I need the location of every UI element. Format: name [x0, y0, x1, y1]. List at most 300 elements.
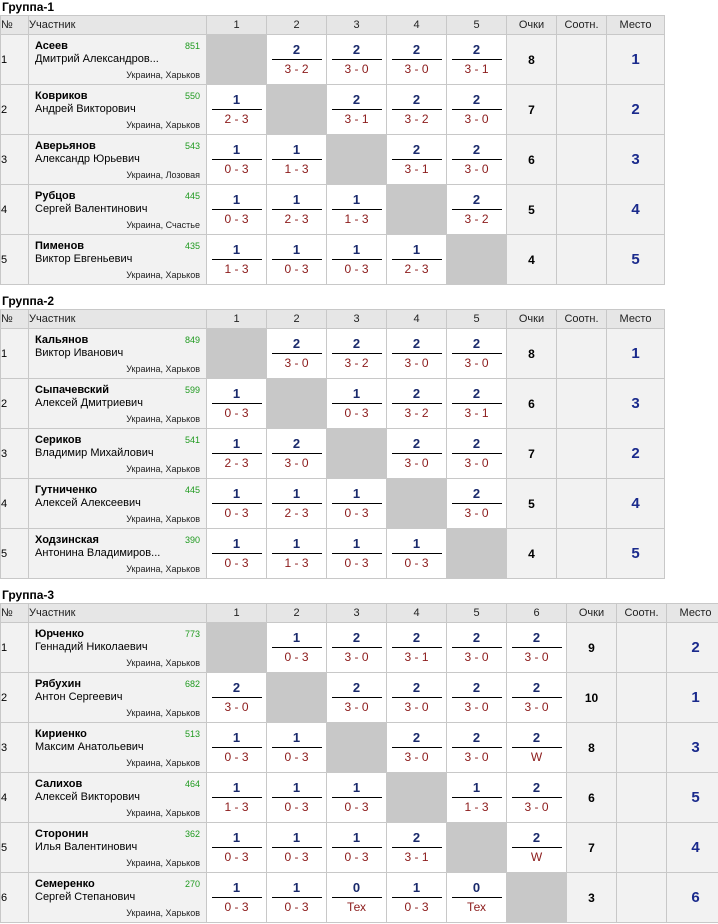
match-result-cell[interactable]: [267, 529, 327, 579]
table-row: [1, 329, 665, 379]
result-divider: [272, 59, 322, 60]
header-row: [1, 310, 665, 329]
match-result-cell[interactable]: [387, 623, 447, 673]
match-result-cell[interactable]: [207, 429, 267, 479]
total-score: 8: [507, 35, 557, 85]
player-cell[interactable]: [29, 379, 207, 429]
match-score: 3 - 0: [284, 356, 309, 370]
match-score: 3 - 2: [464, 212, 489, 226]
match-result-cell[interactable]: [207, 235, 267, 285]
player-city: Украина, Харьков: [126, 908, 200, 918]
match-result-cell[interactable]: [387, 235, 447, 285]
match-score: 3 - 0: [224, 700, 249, 714]
row-number: 4: [1, 185, 29, 235]
final-place: 6: [667, 873, 718, 923]
result-divider: [452, 647, 502, 648]
result-divider: [452, 503, 502, 504]
match-score: Тех: [346, 900, 367, 914]
match-result-cell[interactable]: [507, 773, 567, 823]
result-divider: [452, 353, 502, 354]
match-score: 0 - 3: [344, 556, 369, 570]
match-result-cell[interactable]: [327, 329, 387, 379]
header-opponent-col: 4: [387, 16, 447, 35]
match-score: 0 - 3: [404, 900, 429, 914]
player-surname[interactable]: Семеренко: [35, 878, 95, 890]
match-result-cell[interactable]: [207, 135, 267, 185]
match-result-cell[interactable]: [387, 529, 447, 579]
match-points: 1: [292, 730, 301, 745]
player-given-name: Илья Валентинович: [35, 841, 138, 853]
match-result-cell[interactable]: [207, 873, 267, 923]
match-result-cell[interactable]: [447, 773, 507, 823]
player-surname[interactable]: Аверьянов: [35, 140, 96, 152]
match-score: 0 - 3: [224, 212, 249, 226]
match-result-cell[interactable]: [327, 479, 387, 529]
match-result-cell[interactable]: [267, 823, 327, 873]
match-result-cell[interactable]: [207, 773, 267, 823]
ratio-cell: [617, 723, 667, 773]
header-opponent-col: 1: [207, 16, 267, 35]
group-table: [0, 603, 718, 923]
result-divider: [272, 209, 322, 210]
header-place: Место: [667, 604, 718, 623]
match-score: 3 - 0: [524, 700, 549, 714]
player-given-name: Антон Сергеевич: [35, 691, 123, 703]
match-result-cell[interactable]: [387, 379, 447, 429]
player-surname[interactable]: Асеев: [35, 40, 68, 52]
match-result-cell[interactable]: [267, 235, 327, 285]
match-points: 2: [412, 630, 421, 645]
player-city: Украина, Харьков: [126, 414, 200, 424]
final-place: 1: [667, 673, 718, 723]
player-cell[interactable]: [29, 479, 207, 529]
player-surname[interactable]: Кальянов: [35, 334, 89, 346]
result-divider: [332, 697, 382, 698]
header-num: №: [1, 604, 29, 623]
match-result-cell[interactable]: [447, 623, 507, 673]
table-row: [1, 673, 718, 723]
row-number: 1: [1, 329, 29, 379]
header-opponent-col: 5: [447, 604, 507, 623]
header-opponent-col: 5: [447, 310, 507, 329]
match-score: 3 - 0: [404, 456, 429, 470]
result-divider: [212, 159, 262, 160]
player-city: Украина, Харьков: [126, 758, 200, 768]
player-surname[interactable]: Сторонин: [35, 828, 89, 840]
match-result-cell[interactable]: [447, 873, 507, 923]
match-result-cell[interactable]: [207, 673, 267, 723]
player-cell[interactable]: [29, 529, 207, 579]
player-cell[interactable]: [29, 235, 207, 285]
header-score: Очки: [507, 310, 557, 329]
match-points: 2: [232, 680, 241, 695]
match-result-cell[interactable]: [447, 673, 507, 723]
table-row: [1, 135, 665, 185]
match-points: 2: [412, 730, 421, 745]
match-result-cell[interactable]: [327, 35, 387, 85]
total-score: 8: [507, 329, 557, 379]
match-result-cell[interactable]: [207, 185, 267, 235]
match-points: 2: [472, 486, 481, 501]
match-score: 0 - 3: [284, 800, 309, 814]
result-divider: [272, 259, 322, 260]
self-match-cell: [387, 479, 447, 529]
match-score: 3 - 0: [404, 750, 429, 764]
match-score: 3 - 0: [464, 650, 489, 664]
final-place: 5: [667, 773, 718, 823]
final-place: 1: [607, 35, 665, 85]
result-divider: [332, 209, 382, 210]
total-score: 7: [507, 429, 557, 479]
match-result-cell[interactable]: [267, 623, 327, 673]
match-points: 2: [532, 680, 541, 695]
result-divider: [512, 697, 562, 698]
player-surname[interactable]: Салихов: [35, 778, 83, 790]
player-cell[interactable]: [29, 723, 207, 773]
player-cell[interactable]: [29, 35, 207, 85]
match-result-cell[interactable]: [447, 723, 507, 773]
match-points: 0: [352, 880, 361, 895]
match-points: 2: [352, 680, 361, 695]
player-rating: 851: [184, 41, 200, 51]
table-row: [1, 873, 718, 923]
result-divider: [512, 847, 562, 848]
result-divider: [272, 847, 322, 848]
result-divider: [272, 353, 322, 354]
self-match-cell: [267, 379, 327, 429]
player-given-name: Сергей Степанович: [35, 891, 136, 903]
player-given-name: Сергей Валентинович: [35, 203, 148, 215]
match-result-cell[interactable]: [327, 623, 387, 673]
match-result-cell[interactable]: [387, 85, 447, 135]
self-match-cell: [267, 673, 327, 723]
match-result-cell[interactable]: [327, 673, 387, 723]
match-score: 0 - 3: [224, 850, 249, 864]
header-opponent-col: 3: [327, 16, 387, 35]
match-result-cell[interactable]: [267, 185, 327, 235]
match-result-cell[interactable]: [387, 135, 447, 185]
match-points: 2: [352, 336, 361, 351]
result-divider: [392, 553, 442, 554]
row-number: 4: [1, 773, 29, 823]
row-number: 1: [1, 35, 29, 85]
header-opponent-col: 2: [267, 604, 327, 623]
group-title: Группа-3: [2, 588, 55, 602]
match-points: 1: [352, 536, 361, 551]
player-city: Украина, Харьков: [126, 120, 200, 130]
player-given-name: Максим Анатольевич: [35, 741, 144, 753]
player-rating: 682: [184, 679, 200, 689]
match-score: 3 - 0: [404, 700, 429, 714]
table-row: [1, 529, 665, 579]
header-place: Место: [607, 310, 665, 329]
player-city: Украина, Счастье: [126, 220, 200, 230]
player-rating: 435: [184, 241, 200, 251]
player-cell[interactable]: [29, 85, 207, 135]
result-divider: [392, 353, 442, 354]
player-city: Украина, Харьков: [126, 270, 200, 280]
result-divider: [332, 553, 382, 554]
player-surname[interactable]: Ходзинская: [35, 534, 99, 546]
player-cell[interactable]: [29, 673, 207, 723]
match-score: 0 - 3: [224, 556, 249, 570]
player-given-name: Александр Юрьевич: [35, 153, 140, 165]
player-cell[interactable]: [29, 135, 207, 185]
match-points: 1: [472, 780, 481, 795]
total-score: 5: [507, 479, 557, 529]
result-divider: [392, 259, 442, 260]
header-num: №: [1, 16, 29, 35]
result-divider: [272, 553, 322, 554]
match-points: 1: [292, 630, 301, 645]
match-result-cell[interactable]: [447, 85, 507, 135]
player-surname[interactable]: Сыпачевский: [35, 384, 109, 396]
match-result-cell[interactable]: [447, 185, 507, 235]
match-result-cell[interactable]: [387, 673, 447, 723]
match-result-cell[interactable]: [327, 379, 387, 429]
match-result-cell[interactable]: [207, 723, 267, 773]
result-divider: [272, 897, 322, 898]
row-number: 5: [1, 529, 29, 579]
row-number: 5: [1, 823, 29, 873]
match-result-cell[interactable]: [507, 823, 567, 873]
player-cell[interactable]: [29, 329, 207, 379]
player-given-name: Геннадий Николаевич: [35, 641, 148, 653]
match-score: 3 - 0: [464, 456, 489, 470]
ratio-cell: [617, 873, 667, 923]
match-score: 0 - 3: [344, 850, 369, 864]
match-points: 1: [292, 142, 301, 157]
result-divider: [392, 159, 442, 160]
match-result-cell[interactable]: [207, 85, 267, 135]
total-score: 6: [507, 135, 557, 185]
self-match-cell: [267, 85, 327, 135]
result-divider: [332, 109, 382, 110]
match-score: 0 - 3: [224, 406, 249, 420]
player-given-name: Виктор Евгеньевич: [35, 253, 133, 265]
total-score: 4: [507, 235, 557, 285]
match-result-cell[interactable]: [267, 773, 327, 823]
match-result-cell[interactable]: [267, 35, 327, 85]
match-result-cell[interactable]: [327, 235, 387, 285]
match-result-cell[interactable]: [327, 85, 387, 135]
self-match-cell: [327, 135, 387, 185]
player-surname[interactable]: Гутниченко: [35, 484, 98, 496]
match-result-cell[interactable]: [267, 723, 327, 773]
player-cell[interactable]: [29, 429, 207, 479]
match-result-cell[interactable]: [387, 429, 447, 479]
result-divider: [212, 553, 262, 554]
player-rating: 464: [184, 779, 200, 789]
self-match-cell: [207, 35, 267, 85]
match-result-cell[interactable]: [387, 35, 447, 85]
match-result-cell[interactable]: [507, 623, 567, 673]
match-result-cell[interactable]: [447, 379, 507, 429]
match-score: 2 - 3: [284, 212, 309, 226]
match-points: 1: [232, 880, 241, 895]
match-result-cell[interactable]: [267, 135, 327, 185]
match-score: 0 - 3: [344, 262, 369, 276]
header-player: Участник: [29, 16, 207, 35]
match-result-cell[interactable]: [207, 823, 267, 873]
result-divider: [392, 897, 442, 898]
match-result-cell[interactable]: [387, 823, 447, 873]
match-result-cell[interactable]: [447, 479, 507, 529]
match-points: 2: [472, 92, 481, 107]
ratio-cell: [617, 673, 667, 723]
match-result-cell[interactable]: [267, 429, 327, 479]
match-score: 1 - 3: [224, 800, 249, 814]
result-divider: [392, 59, 442, 60]
result-divider: [452, 897, 502, 898]
match-score: 0 - 3: [284, 900, 309, 914]
match-points: 2: [412, 830, 421, 845]
match-result-cell[interactable]: [447, 329, 507, 379]
match-points: 2: [532, 830, 541, 845]
header-row: [1, 16, 665, 35]
match-points: 2: [292, 42, 301, 57]
player-given-name: Алексей Дмитриевич: [35, 397, 143, 409]
result-divider: [272, 159, 322, 160]
match-points: 0: [472, 880, 481, 895]
total-score: 5: [507, 185, 557, 235]
match-result-cell[interactable]: [327, 873, 387, 923]
player-surname[interactable]: Сериков: [35, 434, 82, 446]
match-result-cell[interactable]: [447, 429, 507, 479]
match-result-cell[interactable]: [327, 823, 387, 873]
group-table: [0, 309, 665, 579]
player-cell[interactable]: [29, 623, 207, 673]
header-row: [1, 604, 718, 623]
self-match-cell: [327, 723, 387, 773]
final-place: 4: [607, 479, 665, 529]
match-points: 2: [412, 92, 421, 107]
player-given-name: Алексей Алексеевич: [35, 497, 141, 509]
match-result-cell[interactable]: [207, 529, 267, 579]
header-opponent-col: 6: [507, 604, 567, 623]
result-divider: [332, 647, 382, 648]
match-result-cell[interactable]: [387, 723, 447, 773]
table-row: [1, 85, 665, 135]
self-match-cell: [447, 823, 507, 873]
result-divider: [212, 503, 262, 504]
result-divider: [392, 109, 442, 110]
match-points: 2: [412, 386, 421, 401]
match-points: 1: [352, 780, 361, 795]
match-score: 0 - 3: [284, 650, 309, 664]
match-result-cell[interactable]: [327, 773, 387, 823]
match-score: 3 - 1: [464, 406, 489, 420]
group-table: [0, 15, 665, 285]
total-score: 3: [567, 873, 617, 923]
match-score: 3 - 0: [344, 700, 369, 714]
match-result-cell[interactable]: [447, 135, 507, 185]
match-points: 1: [352, 486, 361, 501]
match-score: 3 - 2: [344, 356, 369, 370]
ratio-cell: [557, 85, 607, 135]
match-result-cell[interactable]: [447, 35, 507, 85]
player-surname[interactable]: Рубцов: [35, 190, 76, 202]
header-opponent-col: 2: [267, 16, 327, 35]
match-score: 3 - 0: [344, 650, 369, 664]
match-result-cell[interactable]: [387, 329, 447, 379]
ratio-cell: [557, 185, 607, 235]
match-result-cell[interactable]: [507, 673, 567, 723]
match-points: 2: [472, 336, 481, 351]
match-points: 2: [412, 436, 421, 451]
match-points: 2: [472, 436, 481, 451]
match-score: 2 - 3: [224, 112, 249, 126]
player-cell[interactable]: [29, 773, 207, 823]
player-city: Украина, Харьков: [126, 708, 200, 718]
result-divider: [272, 797, 322, 798]
result-divider: [212, 109, 262, 110]
player-cell[interactable]: [29, 185, 207, 235]
player-surname[interactable]: Рябухин: [35, 678, 82, 690]
player-city: Украина, Харьков: [126, 514, 200, 524]
match-score: 3 - 0: [404, 356, 429, 370]
match-score: 3 - 1: [404, 850, 429, 864]
match-result-cell[interactable]: [327, 185, 387, 235]
match-points: 1: [232, 142, 241, 157]
player-cell[interactable]: [29, 873, 207, 923]
row-number: 3: [1, 429, 29, 479]
match-points: 2: [412, 42, 421, 57]
match-points: 1: [232, 192, 241, 207]
result-divider: [212, 403, 262, 404]
result-divider: [452, 159, 502, 160]
player-surname[interactable]: Юрченко: [35, 628, 85, 640]
header-opponent-col: 5: [447, 16, 507, 35]
ratio-cell: [617, 623, 667, 673]
match-points: 1: [412, 880, 421, 895]
match-result-cell[interactable]: [387, 873, 447, 923]
match-score: 0 - 3: [344, 800, 369, 814]
result-divider: [452, 59, 502, 60]
self-match-cell: [387, 773, 447, 823]
match-result-cell[interactable]: [507, 723, 567, 773]
match-result-cell[interactable]: [267, 329, 327, 379]
match-points: 2: [472, 386, 481, 401]
match-result-cell[interactable]: [267, 873, 327, 923]
total-score: 6: [567, 773, 617, 823]
player-rating: 362: [184, 829, 200, 839]
player-rating: 849: [184, 335, 200, 345]
player-surname[interactable]: Ковриков: [35, 90, 88, 102]
result-divider: [212, 747, 262, 748]
row-number: 5: [1, 235, 29, 285]
match-points: 2: [472, 192, 481, 207]
player-cell[interactable]: [29, 823, 207, 873]
match-points: 1: [232, 830, 241, 845]
match-result-cell[interactable]: [267, 479, 327, 529]
final-place: 5: [607, 235, 665, 285]
player-surname[interactable]: Пименов: [35, 240, 85, 252]
header-place: Место: [607, 16, 665, 35]
player-rating: 445: [184, 485, 200, 495]
player-surname[interactable]: Кириенко: [35, 728, 87, 740]
match-points: 1: [292, 830, 301, 845]
match-result-cell[interactable]: [207, 479, 267, 529]
match-points: 1: [412, 242, 421, 257]
match-result-cell[interactable]: [207, 379, 267, 429]
match-result-cell[interactable]: [327, 529, 387, 579]
player-city: Украина, Харьков: [126, 70, 200, 80]
header-player: Участник: [29, 310, 207, 329]
table-row: [1, 429, 665, 479]
header-score: Очки: [507, 16, 557, 35]
match-points: 1: [232, 436, 241, 451]
